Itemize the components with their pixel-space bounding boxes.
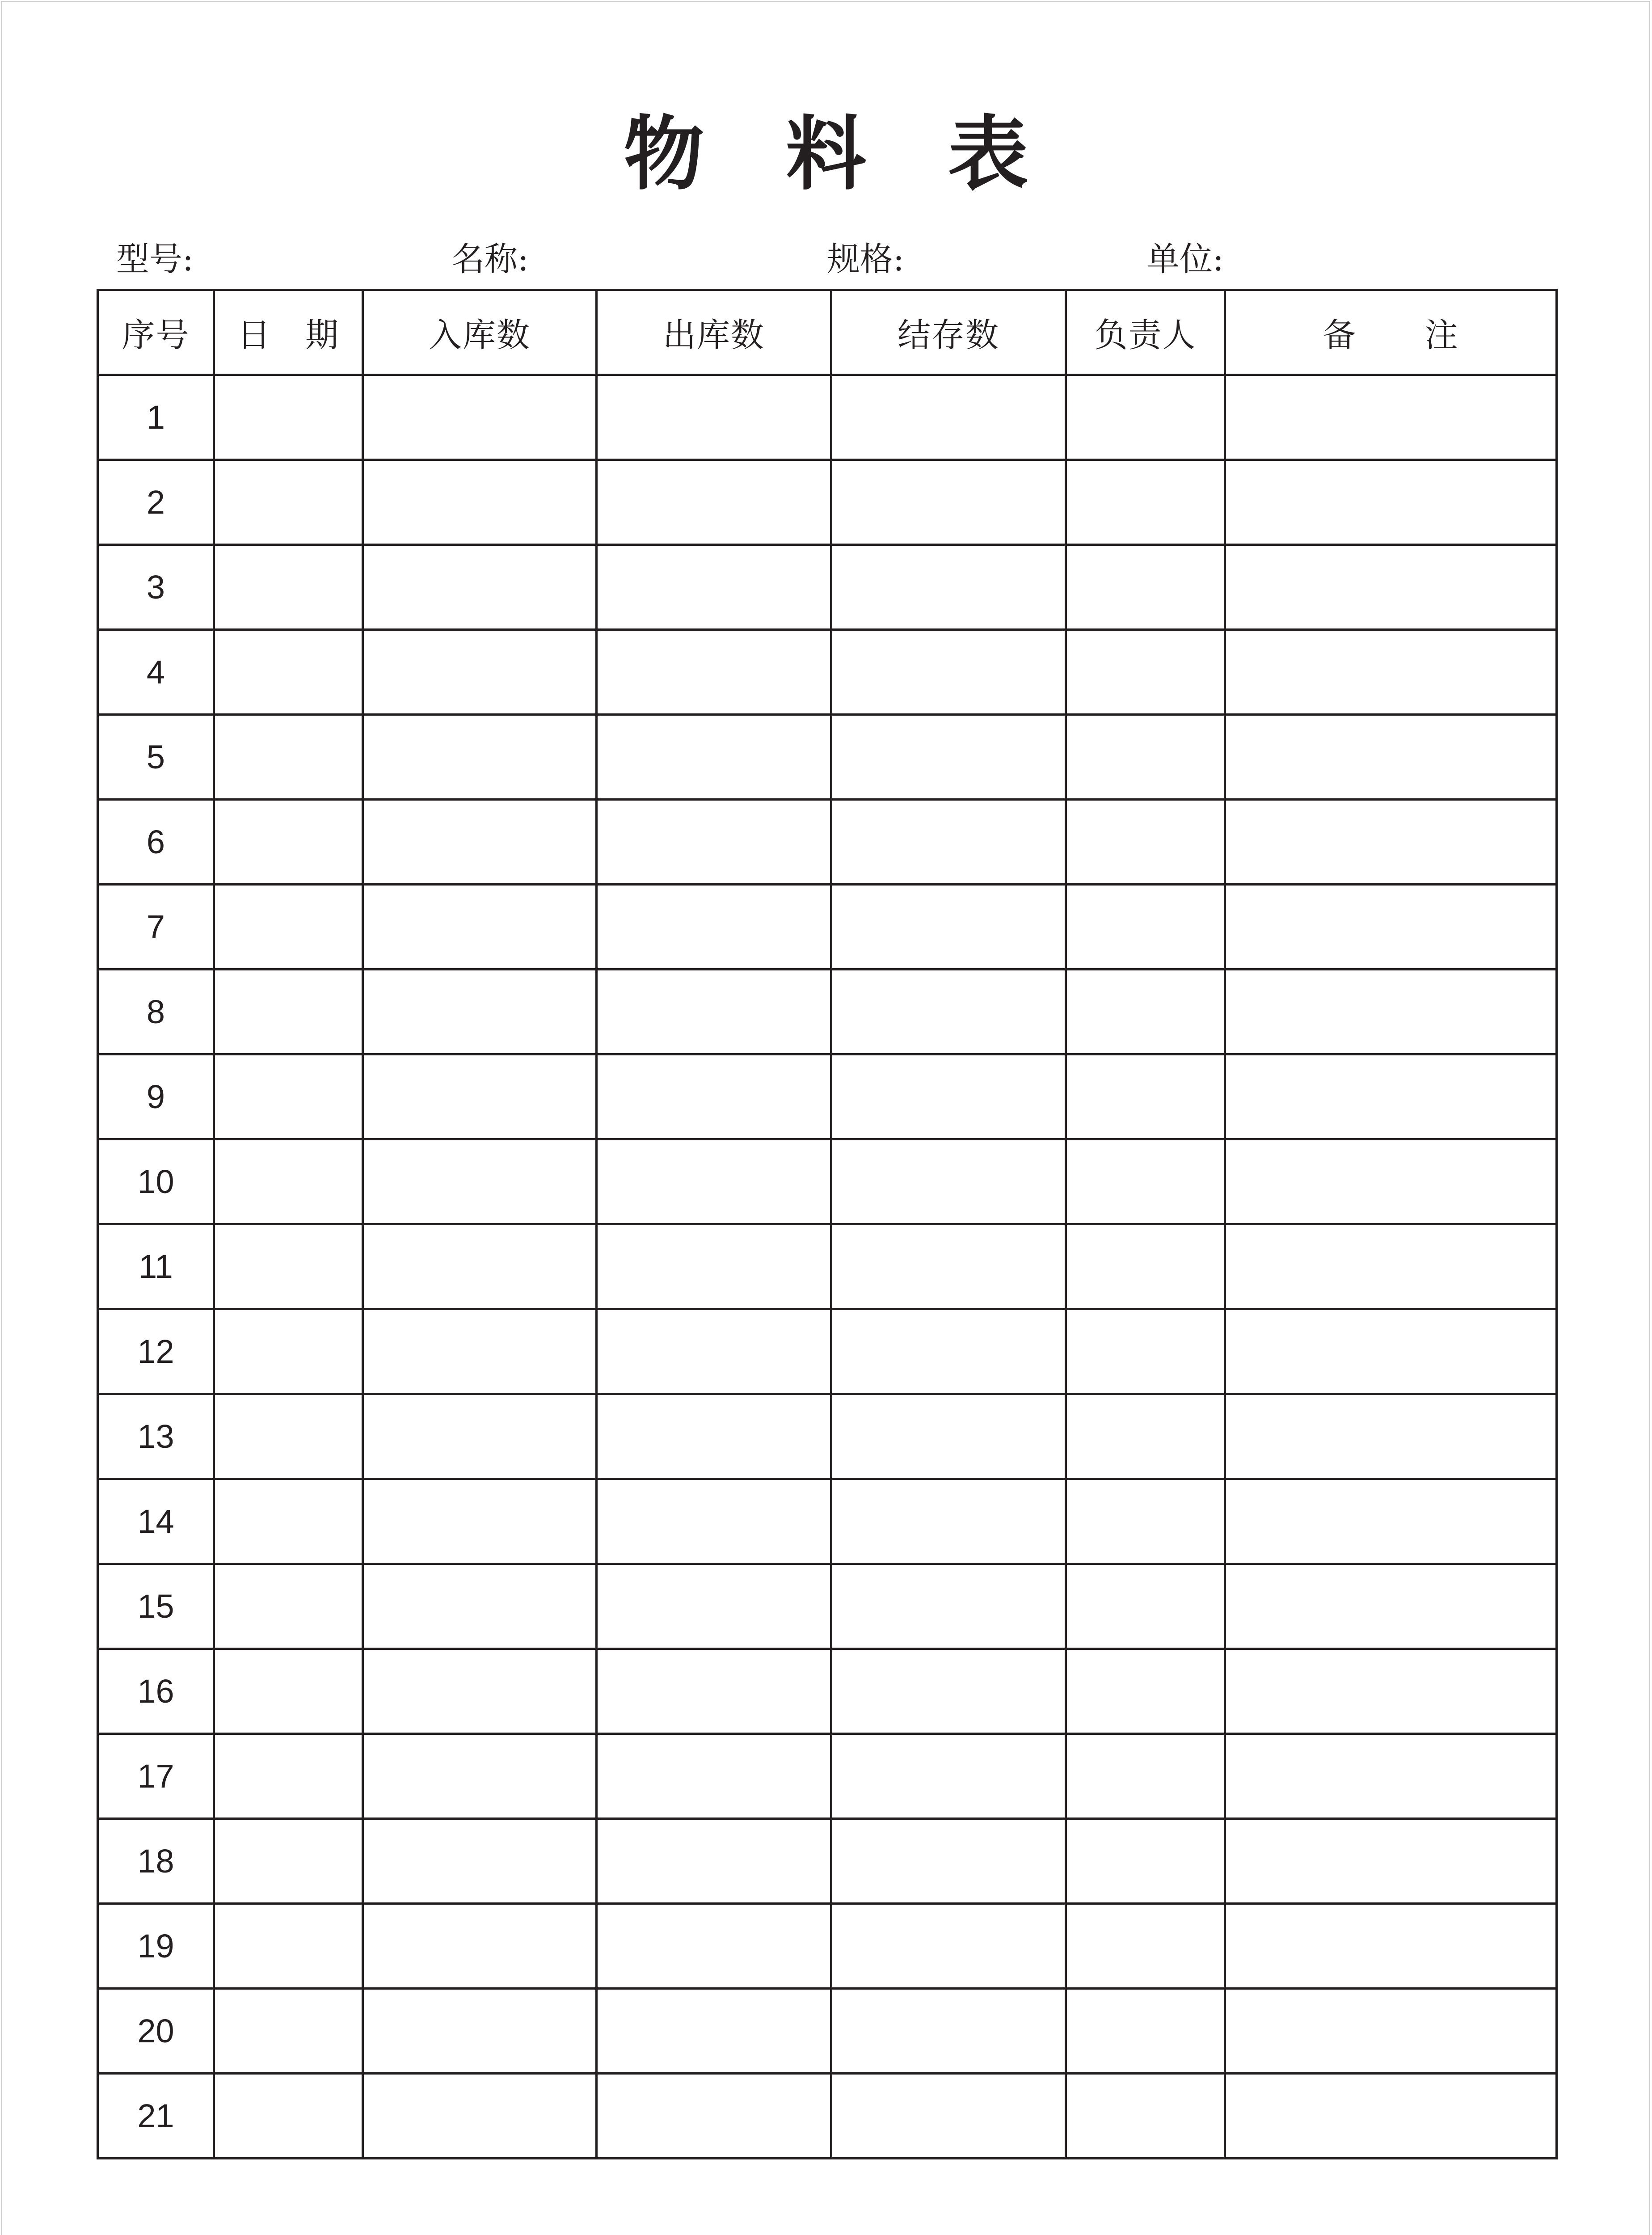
row-number: 2 — [98, 460, 214, 545]
row-number: 1 — [98, 375, 214, 460]
remarks-cell — [1225, 1139, 1557, 1224]
balance-cell — [831, 715, 1066, 800]
inbound-cell — [363, 1394, 597, 1479]
table-row — [98, 1479, 1557, 1564]
outbound-cell — [597, 1734, 831, 1819]
outbound-cell — [597, 885, 831, 970]
inbound-cell — [363, 375, 597, 460]
spec-label: 规格: — [827, 240, 904, 278]
date-cell — [214, 1734, 363, 1819]
remarks-cell — [1225, 1224, 1557, 1309]
table-row — [98, 1819, 1557, 1904]
responsible-cell — [1066, 970, 1225, 1054]
balance-cell — [831, 2074, 1066, 2159]
outbound-cell — [597, 630, 831, 715]
column-header-index: 序号 — [98, 290, 214, 375]
balance-cell — [831, 1309, 1066, 1394]
remarks-cell — [1225, 460, 1557, 545]
responsible-cell — [1066, 885, 1225, 970]
responsible-cell — [1066, 1054, 1225, 1139]
table-row — [98, 1054, 1557, 1139]
remarks-cell — [1225, 1819, 1557, 1904]
row-number: 15 — [98, 1564, 214, 1649]
responsible-cell — [1066, 1479, 1225, 1564]
name-label: 名称: — [451, 240, 529, 278]
outbound-cell — [597, 1394, 831, 1479]
row-number: 10 — [98, 1139, 214, 1224]
date-cell — [214, 460, 363, 545]
balance-cell — [831, 800, 1066, 885]
date-cell — [214, 715, 363, 800]
table-row — [98, 460, 1557, 545]
date-cell — [214, 1309, 363, 1394]
outbound-cell — [597, 715, 831, 800]
header-fields — [0, 232, 1652, 286]
table-row — [98, 1734, 1557, 1819]
remarks-cell — [1225, 1479, 1557, 1564]
date-cell — [214, 1649, 363, 1734]
inbound-cell — [363, 1649, 597, 1734]
balance-cell — [831, 1734, 1066, 1819]
row-number: 9 — [98, 1054, 214, 1139]
responsible-cell — [1066, 1139, 1225, 1224]
balance-cell — [831, 545, 1066, 630]
column-header-date: 日 期 — [214, 290, 363, 375]
responsible-cell — [1066, 1224, 1225, 1309]
table-row — [98, 1224, 1557, 1309]
responsible-cell — [1066, 1819, 1225, 1904]
remarks-cell — [1225, 1054, 1557, 1139]
remarks-cell — [1225, 375, 1557, 460]
responsible-cell — [1066, 1309, 1225, 1394]
inbound-cell — [363, 970, 597, 1054]
remarks-cell — [1225, 715, 1557, 800]
remarks-cell — [1225, 1904, 1557, 1989]
table-row — [98, 1564, 1557, 1649]
remarks-cell — [1225, 1989, 1557, 2074]
table-row — [98, 800, 1557, 885]
inbound-cell — [363, 1989, 597, 2074]
responsible-cell — [1066, 1394, 1225, 1479]
column-header-remarks: 备 注 — [1225, 290, 1557, 375]
remarks-cell — [1225, 800, 1557, 885]
date-cell — [214, 1564, 363, 1649]
table-row — [98, 1989, 1557, 2074]
balance-cell — [831, 885, 1066, 970]
outbound-cell — [597, 1989, 831, 2074]
outbound-cell — [597, 1564, 831, 1649]
remarks-cell — [1225, 630, 1557, 715]
inbound-cell — [363, 1479, 597, 1564]
balance-cell — [831, 1989, 1066, 2074]
outbound-cell — [597, 1309, 831, 1394]
balance-cell — [831, 1224, 1066, 1309]
inbound-cell — [363, 715, 597, 800]
responsible-cell — [1066, 545, 1225, 630]
responsible-cell — [1066, 630, 1225, 715]
date-cell — [214, 1819, 363, 1904]
inbound-cell — [363, 630, 597, 715]
date-cell — [214, 800, 363, 885]
column-header-outbound: 出库数 — [597, 290, 831, 375]
table-row — [98, 1904, 1557, 1989]
inbound-cell — [363, 800, 597, 885]
outbound-cell — [597, 460, 831, 545]
responsible-cell — [1066, 1564, 1225, 1649]
date-cell — [214, 545, 363, 630]
remarks-cell — [1225, 2074, 1557, 2159]
date-cell — [214, 630, 363, 715]
table-row — [98, 1309, 1557, 1394]
balance-cell — [831, 1904, 1066, 1989]
outbound-cell — [597, 1649, 831, 1734]
inbound-cell — [363, 1054, 597, 1139]
date-cell — [214, 970, 363, 1054]
inbound-cell — [363, 460, 597, 545]
row-number: 3 — [98, 545, 214, 630]
balance-cell — [831, 1394, 1066, 1479]
row-number: 5 — [98, 715, 214, 800]
date-cell — [214, 1479, 363, 1564]
date-cell — [214, 1394, 363, 1479]
responsible-cell — [1066, 715, 1225, 800]
row-number: 16 — [98, 1649, 214, 1734]
row-number: 21 — [98, 2074, 214, 2159]
balance-cell — [831, 970, 1066, 1054]
table-body — [98, 375, 1557, 2159]
balance-cell — [831, 375, 1066, 460]
table-row — [98, 970, 1557, 1054]
date-cell — [214, 1054, 363, 1139]
inbound-cell — [363, 1904, 597, 1989]
balance-cell — [831, 1819, 1066, 1904]
remarks-cell — [1225, 1734, 1557, 1819]
row-number: 7 — [98, 885, 214, 970]
responsible-cell — [1066, 1989, 1225, 2074]
inbound-cell — [363, 1139, 597, 1224]
balance-cell — [831, 1564, 1066, 1649]
row-number: 11 — [98, 1224, 214, 1309]
responsible-cell — [1066, 1904, 1225, 1989]
outbound-cell — [597, 2074, 831, 2159]
balance-cell — [831, 1479, 1066, 1564]
date-cell — [214, 2074, 363, 2159]
responsible-cell — [1066, 460, 1225, 545]
remarks-cell — [1225, 970, 1557, 1054]
page-title: 物 料 表 — [624, 107, 1055, 201]
outbound-cell — [597, 800, 831, 885]
date-cell — [214, 375, 363, 460]
responsible-cell — [1066, 1649, 1225, 1734]
unit-label: 单位: — [1146, 240, 1224, 278]
responsible-cell — [1066, 375, 1225, 460]
outbound-cell — [597, 1139, 831, 1224]
row-number: 12 — [98, 1309, 214, 1394]
table-row — [98, 715, 1557, 800]
outbound-cell — [597, 970, 831, 1054]
outbound-cell — [597, 1904, 831, 1989]
inbound-cell — [363, 545, 597, 630]
row-number: 6 — [98, 800, 214, 885]
column-header-balance: 结存数 — [831, 290, 1066, 375]
outbound-cell — [597, 1054, 831, 1139]
outbound-cell — [597, 1479, 831, 1564]
row-number: 13 — [98, 1394, 214, 1479]
balance-cell — [831, 1139, 1066, 1224]
remarks-cell — [1225, 885, 1557, 970]
row-number: 8 — [98, 970, 214, 1054]
balance-cell — [831, 460, 1066, 545]
remarks-cell — [1225, 1564, 1557, 1649]
model-label: 型号: — [116, 240, 194, 278]
date-cell — [214, 1904, 363, 1989]
responsible-cell — [1066, 1734, 1225, 1819]
inbound-cell — [363, 1224, 597, 1309]
row-number: 4 — [98, 630, 214, 715]
remarks-cell — [1225, 1649, 1557, 1734]
column-header-inbound: 入库数 — [363, 290, 597, 375]
table-row — [98, 1394, 1557, 1479]
table-row — [98, 2074, 1557, 2159]
responsible-cell — [1066, 2074, 1225, 2159]
outbound-cell — [597, 1819, 831, 1904]
row-number: 19 — [98, 1904, 214, 1989]
outbound-cell — [597, 1224, 831, 1309]
date-cell — [214, 1989, 363, 2074]
remarks-cell — [1225, 1394, 1557, 1479]
inbound-cell — [363, 1819, 597, 1904]
inbound-cell — [363, 1309, 597, 1394]
outbound-cell — [597, 375, 831, 460]
balance-cell — [831, 1649, 1066, 1734]
table-row — [98, 1649, 1557, 1734]
row-number: 20 — [98, 1989, 214, 2074]
balance-cell — [831, 630, 1066, 715]
material-table — [97, 289, 1558, 2159]
remarks-cell — [1225, 1309, 1557, 1394]
column-header-responsible: 负责人 — [1066, 290, 1225, 375]
inbound-cell — [363, 1564, 597, 1649]
balance-cell — [831, 1054, 1066, 1139]
responsible-cell — [1066, 800, 1225, 885]
inbound-cell — [363, 1734, 597, 1819]
table-header-row — [98, 290, 1557, 375]
remarks-cell — [1225, 545, 1557, 630]
table-row — [98, 885, 1557, 970]
outbound-cell — [597, 545, 831, 630]
table-row — [98, 545, 1557, 630]
row-number: 17 — [98, 1734, 214, 1819]
date-cell — [214, 885, 363, 970]
inbound-cell — [363, 885, 597, 970]
inbound-cell — [363, 2074, 597, 2159]
table-row — [98, 630, 1557, 715]
table-row — [98, 1139, 1557, 1224]
date-cell — [214, 1139, 363, 1224]
table-row — [98, 375, 1557, 460]
row-number: 14 — [98, 1479, 214, 1564]
row-number: 18 — [98, 1819, 214, 1904]
date-cell — [214, 1224, 363, 1309]
